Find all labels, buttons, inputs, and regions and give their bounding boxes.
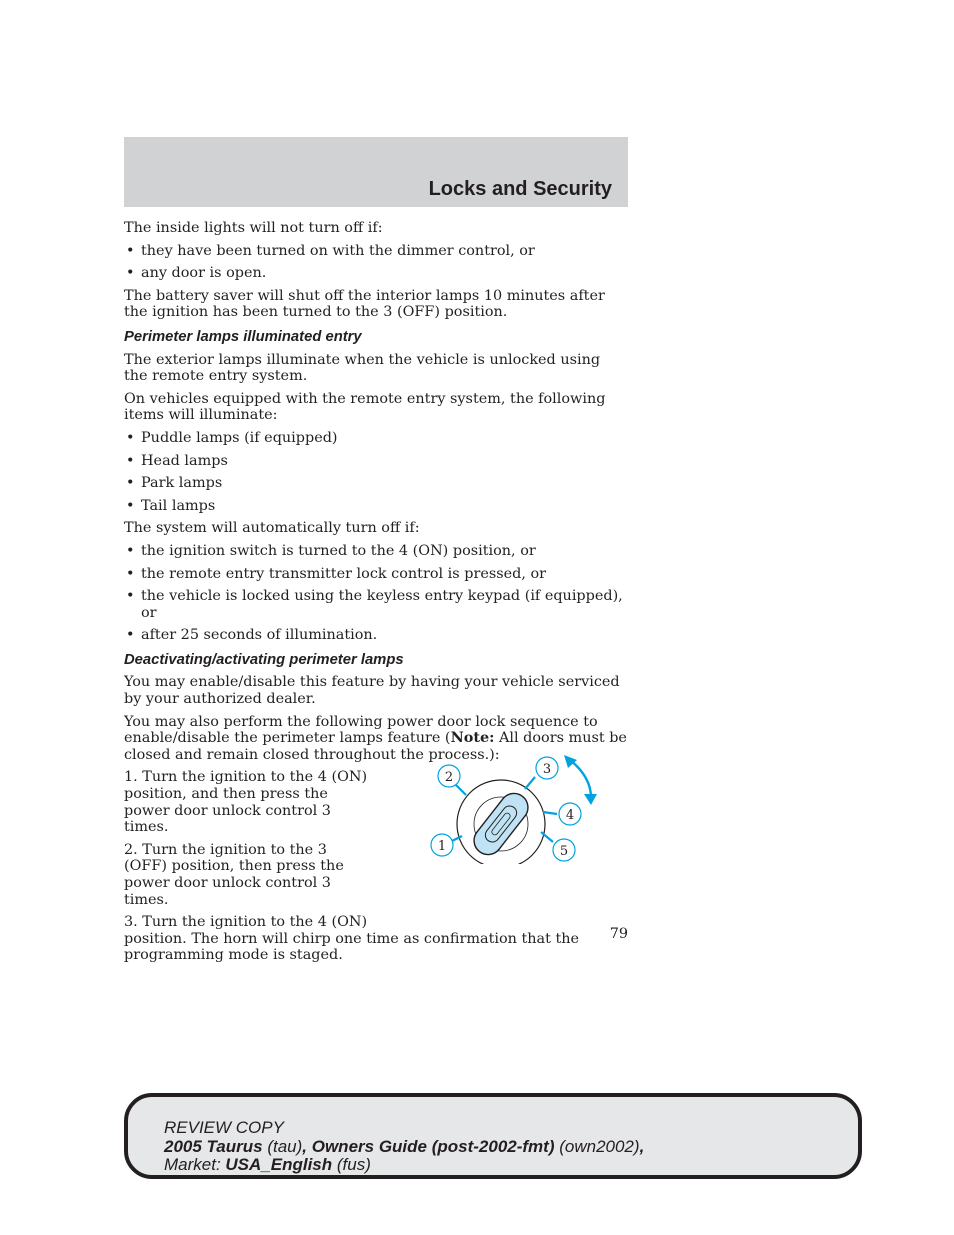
footer-line-2	[164, 1138, 644, 1157]
section-title: Locks and Security	[428, 178, 612, 200]
position-label-2: 2	[444, 770, 454, 785]
footer-separator-2: ,	[639, 1136, 645, 1156]
footer-guide-code: (own2002)	[554, 1136, 640, 1156]
list-item: • they have been turned on with the dimmer control, or	[124, 243, 628, 260]
list-item: • Puddle lamps (if equipped)	[124, 430, 628, 447]
sequence-note-text: All doors must be closed and remain closed throughout the process.):	[124, 730, 627, 763]
subheading-deactivating: Deactivating/activating perimeter lamps	[124, 651, 404, 668]
step-3-end: position. The horn will chirp one time as confirmation that the programming mode is staged.	[124, 930, 580, 964]
footer-review-copy: REVIEW COPY	[164, 1118, 284, 1137]
list-item: • the vehicle is locked using the keyless entry keypad (if equipped), or	[124, 588, 628, 621]
arrow-head-down-icon	[584, 794, 597, 805]
paragraph-exterior-lamps: The exterior lamps illuminate when the vehicle is unlocked using the remote entry system.	[124, 351, 601, 385]
footer-market-code: (fus)	[332, 1155, 371, 1174]
position-label-5: 5	[559, 844, 569, 859]
list-item: • the remote entry transmitter lock control is pressed, or	[124, 566, 628, 583]
paragraph-dealer: You may enable/disable this feature by having your vehicle serviced by your authorized dealer.	[124, 674, 620, 708]
step-3	[124, 914, 628, 964]
step-3-start: 3. Turn the ignition to the 4 (ON)	[124, 914, 368, 931]
list-item: • after 25 seconds of illumination.	[124, 627, 628, 644]
step-2: 2. Turn the ignition to the 3 (OFF) position, then press the power door unlock control 3 times.	[124, 841, 344, 908]
leader-line-3	[525, 777, 535, 789]
step-1: 1. Turn the ignition to the 4 (ON) position, and then press the power door unlock control 3 times.	[124, 769, 368, 836]
auto-off-list	[124, 543, 628, 644]
paragraph-auto-off: The system will automatically turn off if:	[124, 520, 420, 537]
paragraph-remote-entry: On vehicles equipped with the remote entry system, the following items will illuminate:	[124, 390, 606, 424]
note-label: Note:	[450, 729, 495, 747]
paragraph-battery-saver: The battery saver will shut off the interior lamps 10 minutes after the ignition has been turned to the 3 (OFF) position.	[124, 287, 605, 321]
sequence-text: You may also perform the following power door lock sequence to enable/disable the perimeter lamps feature (	[124, 713, 598, 747]
list-item: • Tail lamps	[124, 498, 628, 515]
ignition-switch-diagram	[422, 752, 602, 864]
leader-line-4	[543, 812, 557, 814]
footer-line-3	[164, 1156, 644, 1175]
list-item: • Park lamps	[124, 475, 628, 492]
position-label-3: 3	[542, 762, 552, 777]
ignition-switch-figure	[422, 752, 602, 864]
position-label-4: 4	[565, 808, 575, 823]
position-label-1: 1	[437, 839, 447, 854]
footer-guide: Owners Guide (post-2002-fmt)	[311, 1136, 555, 1156]
subheading-perimeter-lamps: Perimeter lamps illuminated entry	[124, 328, 362, 345]
footer-model-code: (tau)	[262, 1136, 303, 1156]
footer-text	[164, 1119, 644, 1175]
section-header-band	[124, 137, 628, 207]
footer-separator-1: ,	[302, 1136, 312, 1156]
inside-lights-list	[124, 243, 628, 282]
paragraph-inside-lights: The inside lights will not turn off if:	[124, 220, 383, 236]
list-item: • Head lamps	[124, 453, 628, 470]
footer-market: USA_English	[225, 1155, 333, 1174]
rotation-arrow-icon	[570, 760, 591, 796]
list-item: • the ignition switch is turned to the 4 (ON) position, or	[124, 543, 628, 560]
footer-model: 2005 Taurus	[164, 1136, 263, 1156]
page-number: 79	[609, 926, 628, 942]
review-copy-footer	[124, 1093, 862, 1179]
illuminate-list	[124, 430, 628, 514]
list-item: • any door is open.	[124, 265, 628, 282]
footer-market-label: Market:	[164, 1155, 226, 1174]
